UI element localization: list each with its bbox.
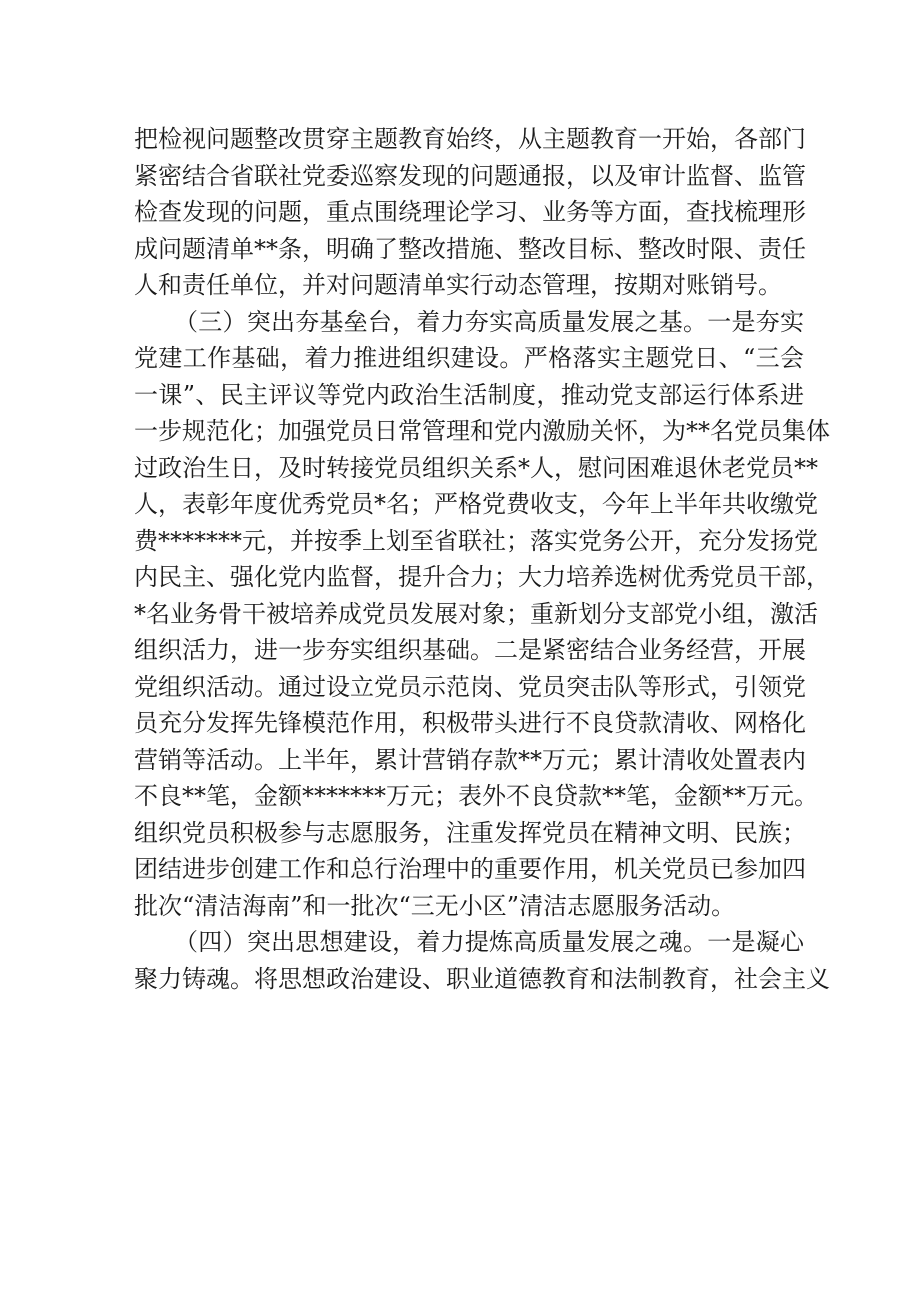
text-line: 批次“清洁海南”和一批次“三无小区”清洁志愿服务活动。	[134, 891, 736, 920]
text-line: 人，表彰年度优秀党员*名；严格党费收支，今年上半年共收缴党	[134, 490, 818, 518]
text-line: 一课”、民主评议等党内政治生活制度，推动党支部运行体系进	[134, 380, 804, 409]
text-line: 一步规范化；加强党员日常管理和党内激励关怀，为**名党员集体	[134, 417, 830, 445]
text-line: 党建工作基础，着力推进组织建设。严格落实主题党日、“三会	[134, 344, 804, 372]
section-heading-line: （四）突出思想建设，着力提炼高质量发展之魂。一是凝心	[174, 928, 804, 956]
text-line: 费*******元，并按季上划至省联社；落实党务公开，充分发扬党	[134, 526, 818, 555]
text-line: 过政治生日，及时转接党员组织关系*人，慰问困难退休老党员**	[134, 453, 818, 482]
text-line: 聚力铸魂。将思想政治建设、职业道德教育和法制教育，社会主义	[134, 964, 830, 993]
text-line: 人和责任单位，并对问题清单实行动态管理，按期对账销号。	[134, 271, 782, 299]
section-heading-line: （三）突出夯基垒台，着力夯实高质量发展之基。一是夯实	[174, 307, 804, 336]
text-line: 营销等活动。上半年，累计营销存款**万元；累计清收处置表内	[134, 745, 806, 774]
text-line: 团结进步创建工作和总行治理中的重要作用，机关党员已参加四	[134, 855, 806, 883]
text-line: 党组织活动。通过设立党员示范岗、党员突击队等形式，引领党	[134, 672, 806, 701]
text-line: 内民主、强化党内监督，提升合力；大力培养选树优秀党员干部，	[134, 563, 830, 591]
text-line: 检查发现的问题，重点围绕理论学习、业务等方面，查找梳理形	[134, 198, 806, 226]
text-line: 不良**笔，金额*******万元；表外不良贷款**笔，金额**万元。	[134, 782, 818, 810]
text-line: 成问题清单**条，明确了整改措施、整改目标、整改时限、责任	[134, 234, 806, 263]
text-line: 员充分发挥先锋模范作用，积极带头进行不良贷款清收、网格化	[134, 709, 806, 737]
text-line: 把检视问题整改贯穿主题教育始终，从主题教育一开始，各部门	[134, 125, 806, 153]
text-line: 紧密结合省联社党委巡察发现的问题通报，以及审计监督、监管	[134, 161, 806, 190]
document-body	[134, 121, 830, 997]
text-line: *名业务骨干被培养成党员发展对象；重新划分支部党小组，激活	[134, 599, 818, 628]
text-line: 组织党员积极参与志愿服务，注重发挥党员在精神文明、民族；	[134, 818, 806, 847]
text-line: 组织活力，进一步夯实组织基础。二是紧密结合业务经营，开展	[134, 636, 806, 664]
